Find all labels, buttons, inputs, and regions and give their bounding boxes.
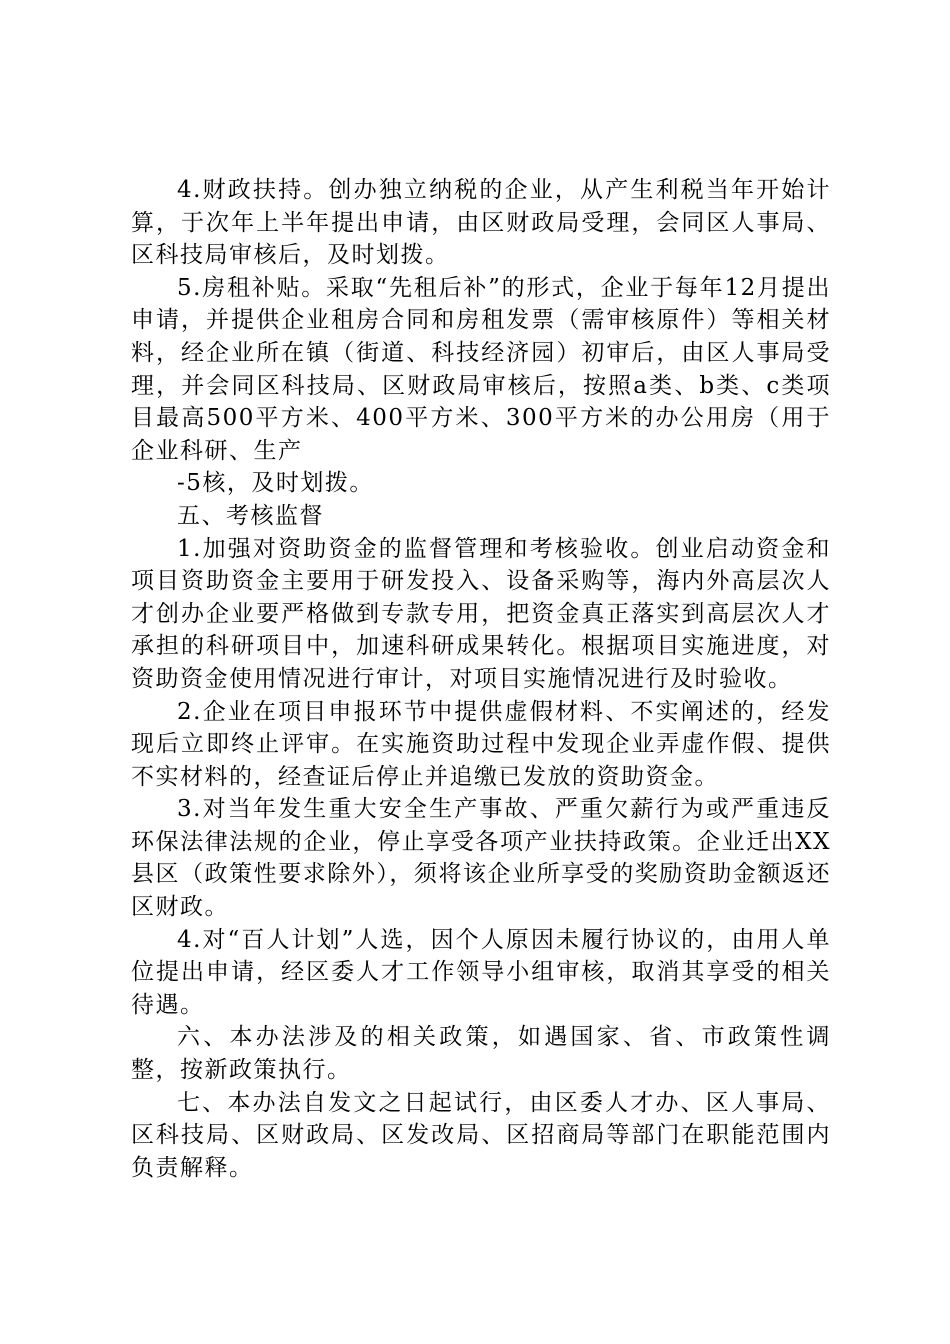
paragraph-interpretation: 七、本办法自发文之日起试行，由区委人才办、区人事局、区科技局、区财政局、区发改局、区招商局等部门在职能范围内负责解释。 <box>131 1089 831 1181</box>
paragraph-fragment: -5核，及时划拨。 <box>177 470 374 497</box>
paragraph-rent-subsidy: 5.房租补贴。采取“先租后补”的形式，企业于每年12月提出申请，并提供企业租房合同和房租发票（需审核原件）等相关材料，经企业所在镇（街道、科技经济园）初审后，由区人事局受理，并会同区科技局、区财政局审核后，按照a类、b类、c类项目最高500平方米、400平方米、300平方米的办公用房（用于企业科研、生产 <box>131 274 831 464</box>
section-heading-assessment: 五、考核监督 <box>177 502 324 529</box>
paragraph-hundred-talents: 4.对“百人计划”人选，因个人原因未履行协议的，由用人单位提出申请，经区委人才工作领导小组审核，取消其享受的相关待遇。 <box>131 926 831 1018</box>
paragraph-policy-adjustment: 六、本办法涉及的相关政策，如遇国家、省、市政策性调整，按新政策执行。 <box>131 1024 831 1084</box>
paragraph-fiscal-support: 4.财政扶持。创办独立纳税的企业，从产生利税当年开始计算，于次年上半年提出申请，由区财政局受理，会同区人事局、区科技局审核后，及时划拨。 <box>131 177 831 269</box>
paragraph-violations: 3.对当年发生重大安全生产事故、严重欠薪行为或严重违反环保法律法规的企业，停止享受各项产业扶持政策。企业迁出XX县区（政策性要求除外），须将该企业所享受的奖励资助金额返还区财政。 <box>131 796 831 921</box>
document-body <box>131 174 831 1184</box>
paragraph-fund-supervision: 1.加强对资助资金的监督管理和考核验收。创业启动资金和项目资助资金主要用于研发投入、设备采购等，海内外高层次人才创办企业要严格做到专款专用，把资金真正落实到高层次人才承担的科研项目中，加速科研成果转化。根据项目实施进度，对资助资金使用情况进行审计，对项目实施情况进行及时验收。 <box>131 535 831 692</box>
paragraph-false-materials: 2.企业在项目申报环节中提供虚假材料、不实阐述的，经发现后立即终止评审。在实施资助过程中发现企业弄虚作假、提供不实材料的，经查证后停止并追缴已发放的资助资金。 <box>131 698 831 790</box>
